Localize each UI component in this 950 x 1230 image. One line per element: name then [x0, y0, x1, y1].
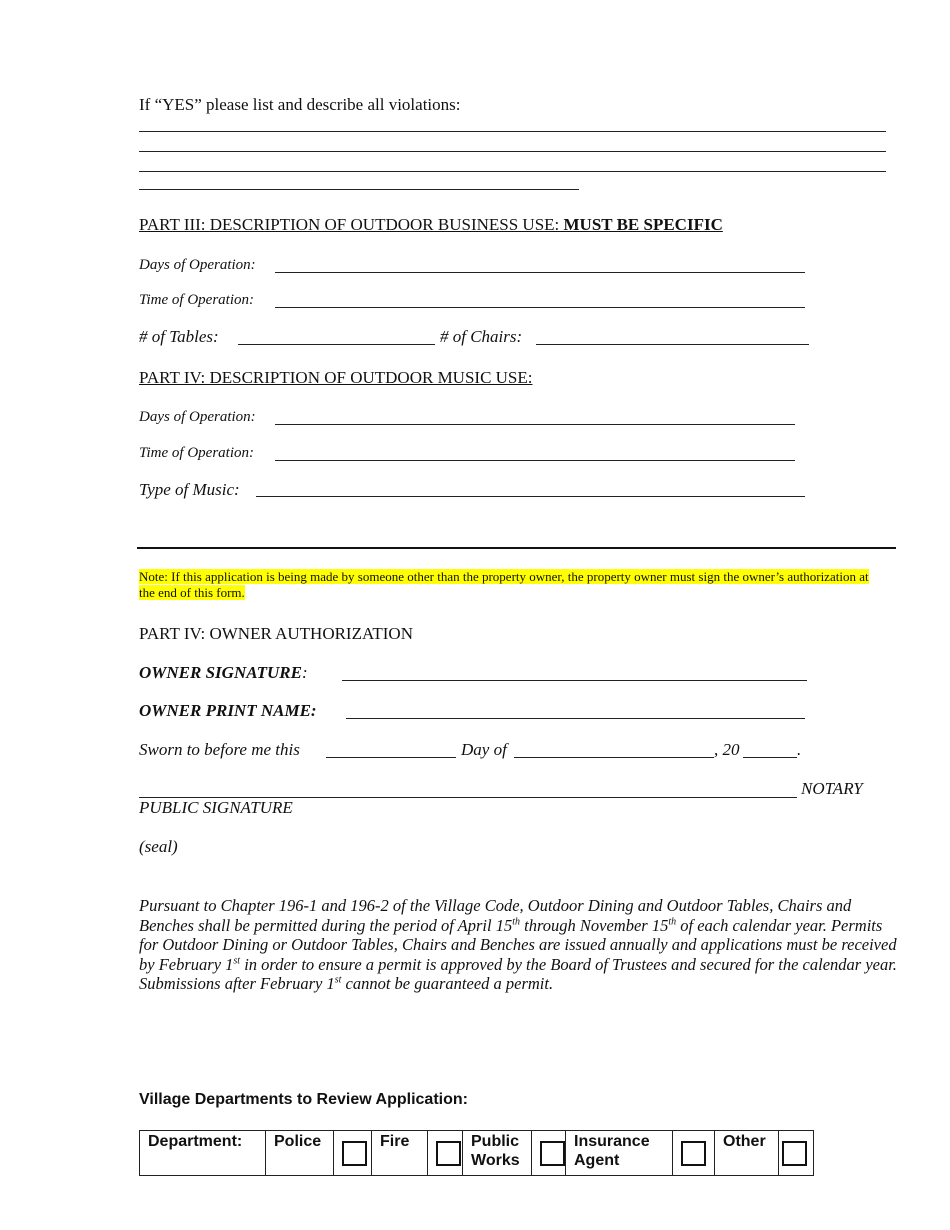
owner-print-label: OWNER PRINT NAME: — [139, 701, 317, 720]
owner-signature-field[interactable] — [342, 680, 807, 681]
part4-time-field[interactable] — [275, 460, 795, 461]
part3-chairs-label: # of Chairs: — [440, 327, 523, 346]
violations-line-1[interactable] — [139, 131, 886, 132]
violations-line-4[interactable] — [139, 189, 579, 190]
sworn-day-field[interactable] — [326, 757, 456, 758]
part3-time-field[interactable] — [275, 307, 805, 308]
departments-table — [139, 1130, 814, 1176]
department-other-label: Other — [715, 1131, 779, 1176]
part4-music-heading: PART IV: DESCRIPTION OF OUTDOOR MUSIC USE: — [139, 368, 533, 387]
part3-chairs-field[interactable] — [536, 344, 809, 345]
section-divider — [137, 547, 896, 549]
department-insurance-agent-cell — [673, 1131, 715, 1176]
part4-music-type-field[interactable] — [256, 496, 805, 497]
owner-print-field[interactable] — [346, 718, 805, 719]
seal-label: (seal) — [139, 837, 178, 856]
owner-heading: PART IV: OWNER AUTHORIZATION — [139, 624, 413, 643]
part3-days-field[interactable] — [275, 272, 805, 273]
violations-line-3[interactable] — [139, 171, 886, 172]
notary-label: NOTARY — [801, 779, 863, 798]
sworn-month-field[interactable] — [514, 757, 714, 758]
department-public-works-label: Public Works — [463, 1131, 532, 1176]
owner-signature-label: OWNER SIGNATURE: — [139, 663, 308, 682]
department-police-label: Police — [266, 1131, 334, 1176]
police-checkbox[interactable] — [342, 1141, 367, 1166]
department-police-cell — [334, 1131, 372, 1176]
part4-days-field[interactable] — [275, 424, 795, 425]
other-checkbox[interactable] — [782, 1141, 807, 1166]
sworn-year-prefix: , 20 — [714, 740, 740, 759]
pursuant-paragraph: Pursuant to Chapter 196-1 and 196-2 of the Village Code, Outdoor Dining and Outdoor Tables, Chairs and Benches shall be permitted during the period of April 15th through November 15th of each calendar year. Permits for Outdoor Dining or Outdoor Tables, Chairs and Benches are issued annually and applications must be received by February 1st in order to ensure a permit is approved by the Board of Trustees and secured for the calendar year. Submissions after February 1st cannot be guaranteed a permit. — [139, 896, 897, 994]
sworn-day-of: Day of — [461, 740, 507, 759]
department-label: Department: — [140, 1131, 266, 1176]
department-fire-label: Fire — [372, 1131, 428, 1176]
department-public-works-cell — [532, 1131, 566, 1176]
part4-days-label: Days of Operation: — [139, 409, 256, 425]
sworn-period: . — [797, 740, 802, 759]
part3-tables-label: # of Tables: — [139, 327, 219, 346]
violations-prompt: If “YES” please list and describe all violations: — [139, 95, 461, 114]
public-works-checkbox[interactable] — [540, 1141, 565, 1166]
insurance-agent-checkbox[interactable] — [681, 1141, 706, 1166]
violations-line-2[interactable] — [139, 151, 886, 152]
part3-days-label: Days of Operation: — [139, 257, 256, 273]
part4-time-label: Time of Operation: — [139, 445, 254, 461]
fire-checkbox[interactable] — [436, 1141, 461, 1166]
part3-heading: PART III: DESCRIPTION OF OUTDOOR BUSINESS USE: MUST BE SPECIFIC — [139, 215, 723, 234]
notary-label-cont: PUBLIC SIGNATURE — [139, 798, 293, 817]
department-fire-cell — [428, 1131, 463, 1176]
part4-music-type-label: Type of Music: — [139, 480, 240, 499]
sworn-prefix: Sworn to before me this — [139, 740, 300, 759]
department-insurance-agent-label: Insurance Agent — [566, 1131, 673, 1176]
part3-time-label: Time of Operation: — [139, 292, 254, 308]
sworn-year-field[interactable] — [743, 757, 797, 758]
department-other-cell — [779, 1131, 814, 1176]
departments-heading: Village Departments to Review Application: — [139, 1091, 468, 1108]
part3-tables-field[interactable] — [238, 344, 435, 345]
owner-note: Note: If this application is being made by someone other than the property owner, the property owner must sign the owner’s authorization at the end of this form. — [139, 569, 869, 600]
